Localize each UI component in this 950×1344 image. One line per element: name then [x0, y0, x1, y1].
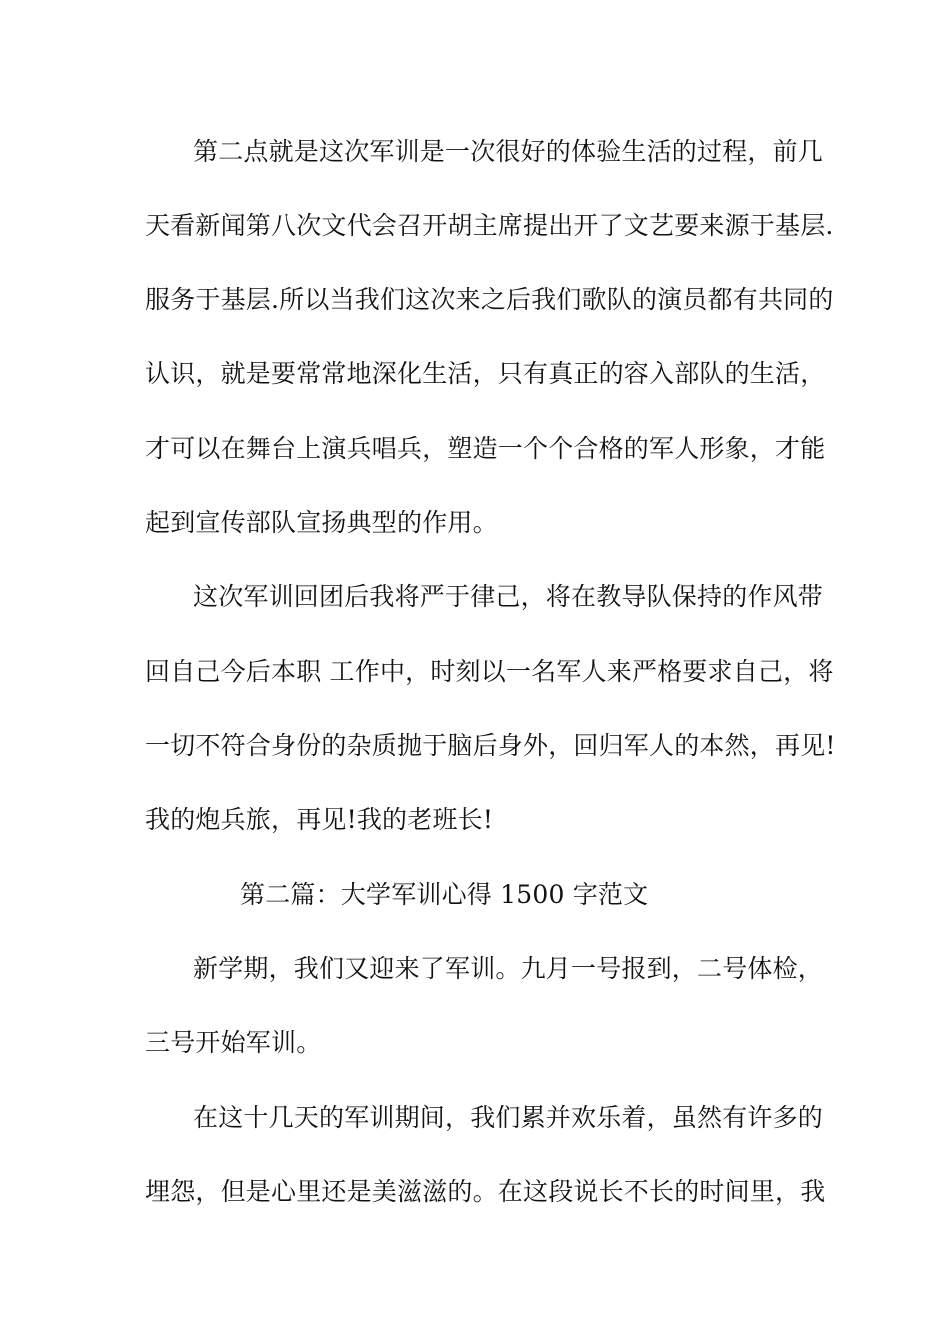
paragraph-line-12: 三号开始军训。: [145, 1028, 322, 1057]
paragraph-line-5: 才可以在舞台上演兵唱兵，塑造一个个合格的军人形象，才能: [145, 434, 826, 463]
paragraph-line-1: 第二点就是这次军训是一次很好的体验生活的过程，前几: [193, 137, 824, 166]
paragraph-line-13: 在这十几天的军训期间，我们累并欢乐着，虽然有许多的: [193, 1103, 824, 1132]
paragraph-line-4: 认识，就是要常常地深化生活，只有真正的容入部队的生活，: [145, 359, 826, 388]
paragraph-line-8: 回自己今后本职 工作中，时刻以一名军人来严格要求自己，将: [145, 657, 834, 686]
paragraph-line-11: 新学期，我们又迎来了军训。九月一号报到，二号体检，: [193, 954, 824, 983]
paragraph-line-10: 我的炮兵旅，再见!我的老班长!: [145, 805, 494, 834]
paragraph-line-7: 这次军训回团后我将严于律己，将在教导队保持的作风带: [193, 582, 824, 611]
paragraph-line-3: 服务于基层.所以当我们这次来之后我们歌队的演员都有共同的: [145, 285, 834, 314]
paragraph-line-2: 天看新闻第八次文代会召开胡主席提出开了文艺要来源于基层.: [145, 211, 834, 240]
paragraph-line-14: 埋怨，但是心里还是美滋滋的。在这段说长不长的时间里，我: [145, 1177, 826, 1206]
section-heading: 第二篇：大学军训心得 1500 字范文: [240, 880, 649, 909]
paragraph-line-6: 起到宣传部队宣扬典型的作用。: [145, 508, 498, 537]
paragraph-line-9: 一切不符合身份的杂质抛于脑后身外，回归军人的本然，再见!: [145, 731, 836, 760]
